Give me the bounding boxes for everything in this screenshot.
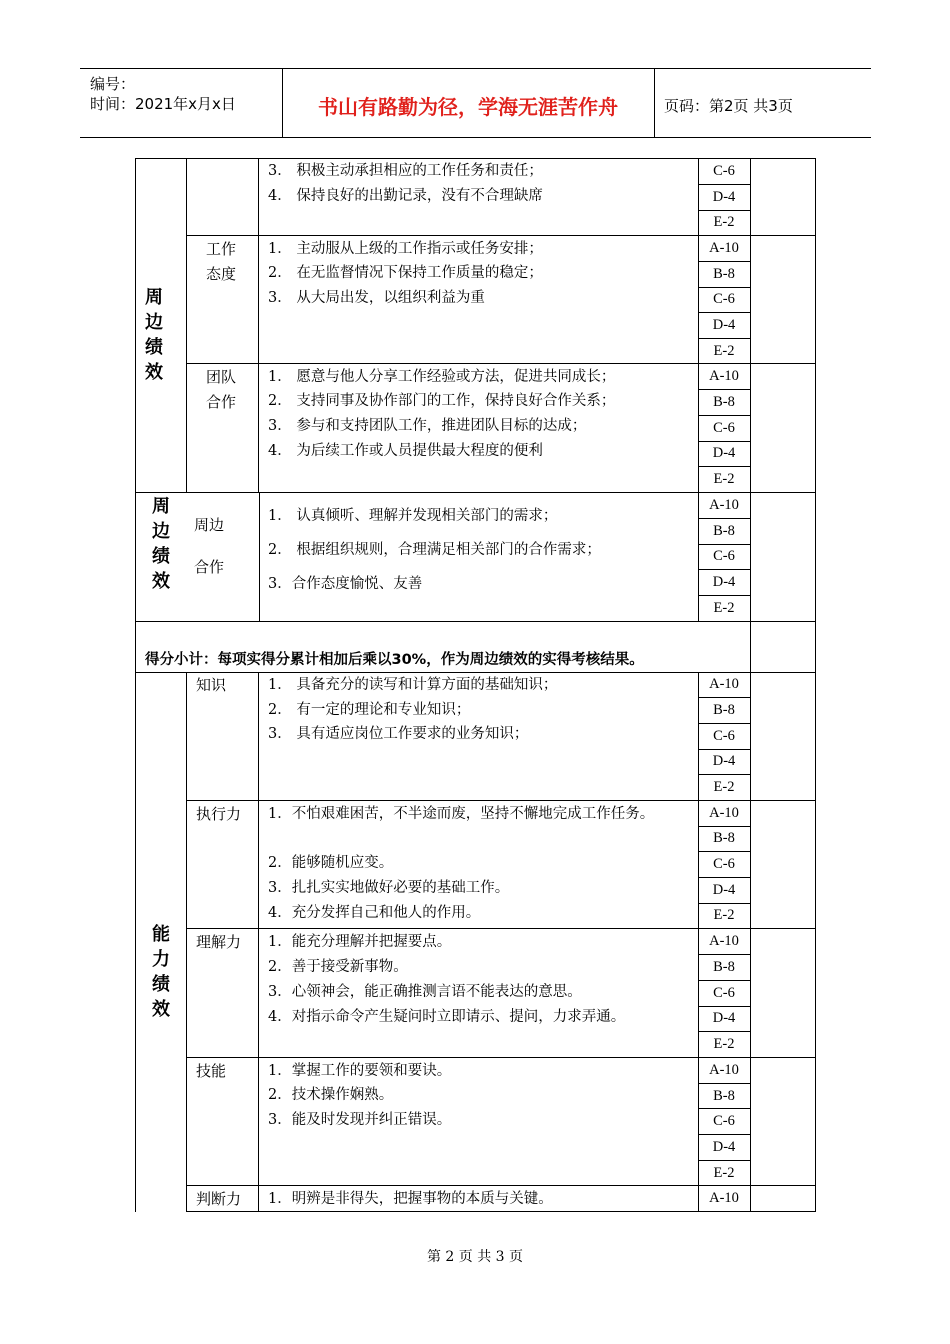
grade-label: B-8 [713,830,735,846]
grade-label: D-4 [712,1139,736,1155]
grade-label: D-4 [712,882,736,898]
item-text: 2． 支持同事及协作部门的工作，保持良好合作关系； [268,393,616,409]
grade-label: D-4 [712,445,736,461]
item-text: 1．明辨是非得失，把握事物的本质与关键。 [268,1191,553,1207]
item-text: 4．对指示命令产生疑问时立即请示、提问，力求弄通。 [268,1009,626,1025]
subcategory-label: 团队合作 [206,368,237,411]
subcategory-label: 周边合作 [194,516,225,576]
item-text: 3． 具有适应岗位工作要求的业务知识； [268,726,529,742]
item-text: 1． 具备充分的读写和计算方面的基础知识； [268,677,558,693]
grade-label: C-6 [713,728,735,744]
grade-label: A-10 [709,805,739,821]
code-label: 编号： [90,75,136,93]
grade-label: A-10 [709,1062,739,1078]
grade-label: A-10 [709,1190,739,1206]
page-header [80,68,871,138]
time-label: 时间：2021年x月x日 [90,95,236,113]
grade-label: E-2 [713,1036,735,1052]
item-text: 2． 根据组织规则，合理满足相关部门的合作需求； [268,542,601,558]
category-peripheral: 周边绩效 [145,287,163,383]
category-peripheral-2: 周边绩效 [152,496,170,592]
grade-label: A-10 [709,933,739,949]
grade-label: C-6 [713,548,735,564]
item-text: 2． 在无监督情况下保持工作质量的稳定； [268,265,543,281]
header-meta [80,69,283,137]
item-text: 1． 主动服从上级的工作指示或任务安排； [268,241,543,257]
grade-label: C-6 [713,856,735,872]
subcategory-label: 工作态度 [206,240,237,283]
item-text: 4．充分发挥自己和他人的作用。 [268,905,481,921]
item-text: 3．扎扎实实地做好必要的基础工作。 [268,880,510,896]
item-text: 4． 为后续工作或人员提供最大程度的便利 [268,443,543,459]
subcategory-label: 知识 [196,676,227,694]
grade-label: C-6 [713,163,735,179]
category-ability: 能力绩效 [152,924,170,1020]
item-text: 3． 从大局出发，以组织利益为重 [268,290,485,306]
grade-label: E-2 [713,907,735,923]
item-text: 2．技术操作娴熟。 [268,1087,394,1103]
grade-label: E-2 [713,1165,735,1181]
subcategory-label: 技能 [196,1062,227,1080]
grade-label: E-2 [713,779,735,795]
grade-label: E-2 [713,343,735,359]
header-motto-cell [282,69,655,137]
item-text: 4． 保持良好的出勤记录，没有不合理缺席 [268,188,543,204]
item-text: 3．合作态度愉悦、友善 [268,576,423,592]
grade-label: A-10 [709,240,739,256]
item-text: 1．掌握工作的要领和要诀。 [268,1063,452,1079]
grade-label: C-6 [713,985,735,1001]
grade-label: B-8 [713,959,735,975]
grade-label: B-8 [713,1088,735,1104]
grade-label: B-8 [713,523,735,539]
grade-label: D-4 [712,189,736,205]
grade-label: D-4 [712,317,736,333]
item-text: 3．能及时发现并纠正错误。 [268,1112,452,1128]
grade-label: A-10 [709,368,739,384]
item-text: 1． 愿意与他人分享工作经验或方法，促进共同成长； [268,369,616,385]
item-text: 2．能够随机应变。 [268,855,394,871]
subcategory-label: 理解力 [196,933,242,951]
motto: 书山有路勤为径，学海无涯苦作舟 [318,95,618,119]
subcategory-label: 判断力 [196,1190,242,1208]
item-text: 1． 认真倾听、理解并发现相关部门的需求； [268,508,558,524]
grade-label: E-2 [713,600,735,616]
item-text: 1．能充分理解并把握要点。 [268,934,452,950]
item-text: 2．善于接受新事物。 [268,959,408,975]
grade-label: C-6 [713,1113,735,1129]
item-text: 3．心领神会，能正确推测言语不能表达的意思。 [268,984,582,1000]
grade-label: D-4 [712,1010,736,1026]
grade-label: A-10 [709,676,739,692]
grade-label: B-8 [713,702,735,718]
grade-label: E-2 [713,471,735,487]
grade-label: D-4 [712,574,736,590]
grade-label: E-2 [713,214,735,230]
grade-label: C-6 [713,291,735,307]
item-text: 3． 积极主动承担相应的工作任务和责任； [268,163,543,179]
grade-label: A-10 [709,497,739,513]
item-text: 2． 有一定的理论和专业知识； [268,702,471,718]
grade-label: C-6 [713,420,735,436]
page-info: 页码：第2页 共3页 [664,97,793,115]
item-text: 3． 参与和支持团队工作，推进团队目标的达成； [268,418,587,434]
item-text: 1．不怕艰难困苦，不半途而废，坚持不懈地完成工作任务。 [268,806,655,822]
page-footer: 第 2 页 共 3 页 [426,1249,524,1265]
grade-label: D-4 [712,753,736,769]
subtotal-note: 得分小计：每项实得分累计相加后乘以30%，作为周边绩效的实得考核结果。 [145,652,644,668]
subcategory-label: 执行力 [196,805,242,823]
grade-label: B-8 [713,394,735,410]
grade-label: B-8 [713,266,735,282]
